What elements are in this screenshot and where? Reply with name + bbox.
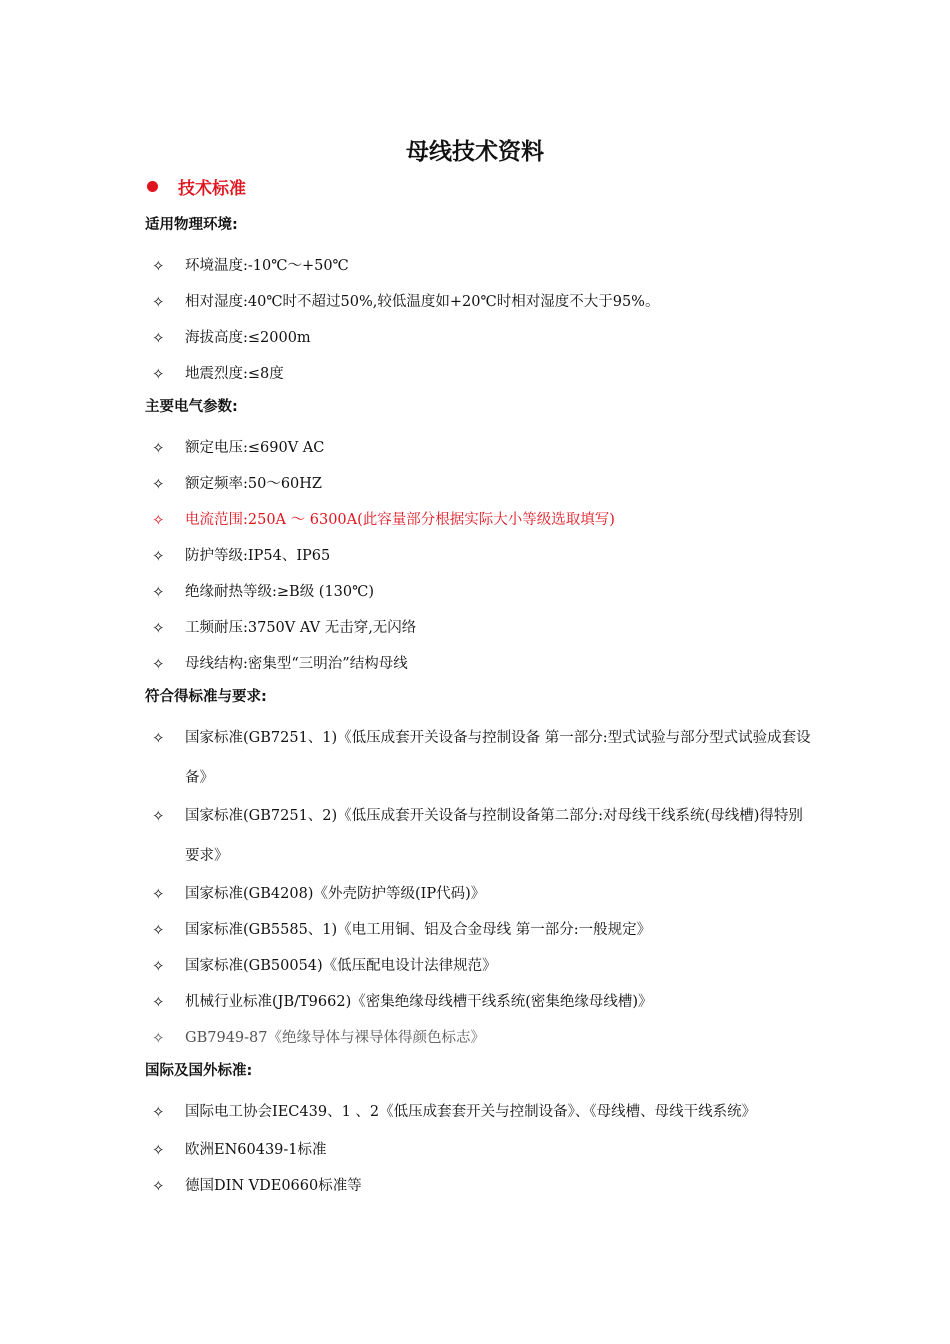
list-item-text: 海拔高度:≤2000m — [185, 330, 311, 346]
list-item — [145, 248, 815, 284]
list-item — [145, 876, 815, 912]
list-item-text: 环境温度:-10℃～+50℃ — [185, 258, 349, 274]
section-label-international: 国际及国外标准: — [145, 1063, 253, 1079]
diamond-bullet-icon: ✧ — [152, 807, 165, 825]
diamond-bullet-icon: ✧ — [152, 293, 165, 311]
list-item — [145, 1168, 815, 1204]
list-item — [145, 284, 815, 320]
list-item-text: 国家标准(GB7251、1)《低压成套开关设备与控制设备 第一部分:型式试验与部分型式试验成套设备》 — [185, 730, 811, 786]
diamond-bullet-icon: ✧ — [152, 1029, 165, 1047]
section-label-standards: 符合得标准与要求: — [145, 689, 267, 705]
list-item-text: 电流范围:250A ～ 6300A(此容量部分根据实际大小等级选取填写) — [185, 512, 615, 528]
list-item — [145, 646, 815, 682]
diamond-bullet-icon: ✧ — [152, 475, 165, 493]
diamond-bullet-icon: ✧ — [152, 329, 165, 347]
list-item-highlighted — [145, 502, 815, 538]
list-item-text: 额定电压:≤690V AC — [185, 440, 325, 456]
list-item-text: 防护等级:IP54、IP65 — [185, 548, 331, 564]
list-item — [145, 798, 815, 876]
list-item — [145, 1020, 815, 1056]
list-item — [145, 356, 815, 392]
list-item-text: 工频耐压:3750V AV 无击穿,无闪络 — [185, 620, 417, 636]
diamond-bullet-icon: ✧ — [152, 583, 165, 601]
diamond-bullet-icon: ✧ — [152, 511, 165, 529]
list-item — [145, 610, 815, 646]
diamond-bullet-icon: ✧ — [152, 1141, 165, 1159]
diamond-bullet-icon: ✧ — [152, 729, 165, 747]
heading-text: 技术标准 — [178, 178, 246, 199]
diamond-bullet-icon: ✧ — [152, 365, 165, 383]
diamond-bullet-icon: ✧ — [152, 439, 165, 457]
diamond-bullet-icon: ✧ — [152, 1177, 165, 1195]
list-item — [145, 430, 815, 466]
diamond-bullet-icon: ✧ — [152, 885, 165, 903]
diamond-bullet-icon: ✧ — [152, 1103, 165, 1121]
diamond-bullet-icon: ✧ — [152, 619, 165, 637]
list-item — [145, 984, 815, 1020]
list-item-text: 额定频率:50～60HZ — [185, 476, 323, 492]
list-item-text: 地震烈度:≤8度 — [185, 366, 284, 382]
list-item — [145, 912, 815, 948]
diamond-bullet-icon: ✧ — [152, 993, 165, 1011]
document-title: 母线技术资料 — [406, 139, 544, 165]
list-item — [145, 574, 815, 610]
red-bullet-icon — [147, 181, 158, 192]
list-item — [145, 1132, 815, 1168]
diamond-bullet-icon: ✧ — [152, 257, 165, 275]
list-item-text: 国家标准(GB4208)《外壳防护等级(IP代码)》 — [185, 886, 486, 902]
list-item-text: 德国DIN VDE0660标准等 — [185, 1178, 362, 1194]
list-item — [145, 538, 815, 574]
list-item-text: 欧洲EN60439-1标准 — [185, 1142, 327, 1158]
section-label-environment: 适用物理环境: — [145, 217, 238, 233]
list-item — [145, 948, 815, 984]
list-item — [145, 320, 815, 356]
list-item-text: 国家标准(GB5585、1)《电工用铜、铝及合金母线 第一部分:一般规定》 — [185, 922, 652, 938]
section-heading — [147, 174, 246, 198]
section-label-electrical: 主要电气参数: — [145, 399, 238, 415]
diamond-bullet-icon: ✧ — [152, 547, 165, 565]
list-item — [145, 1094, 815, 1132]
content — [145, 212, 815, 1204]
list-item-text: 机械行业标准(JB/T9662)《密集绝缘母线槽干线系统(密集绝缘母线槽)》 — [185, 994, 653, 1010]
list-item-text: 母线结构:密集型“三明治”结构母线 — [185, 656, 408, 672]
list-item-text: 国家标准(GB7251、2)《低压成套开关设备与控制设备第二部分:对母线干线系统(母线槽)得特别要求》 — [185, 808, 803, 864]
list-item-text: 相对湿度:40℃时不超过50%,较低温度如+20℃时相对湿度不大于95%。 — [185, 294, 660, 310]
list-item-text: 绝缘耐热等级:≥B级 (130℃) — [185, 584, 375, 600]
diamond-bullet-icon: ✧ — [152, 655, 165, 673]
list-item-text: 国际电工协会IEC439、1 、2《低压成套套开关与控制设备》、《母线槽、母线干线系统》 — [185, 1104, 757, 1120]
list-item-text: GB7949-87《绝缘导体与裸导体得颜色标志》 — [185, 1030, 485, 1046]
list-item — [145, 720, 815, 798]
diamond-bullet-icon: ✧ — [152, 921, 165, 939]
list-item-text: 国家标准(GB50054)《低压配电设计法律规范》 — [185, 958, 497, 974]
diamond-bullet-icon: ✧ — [152, 957, 165, 975]
list-item — [145, 466, 815, 502]
